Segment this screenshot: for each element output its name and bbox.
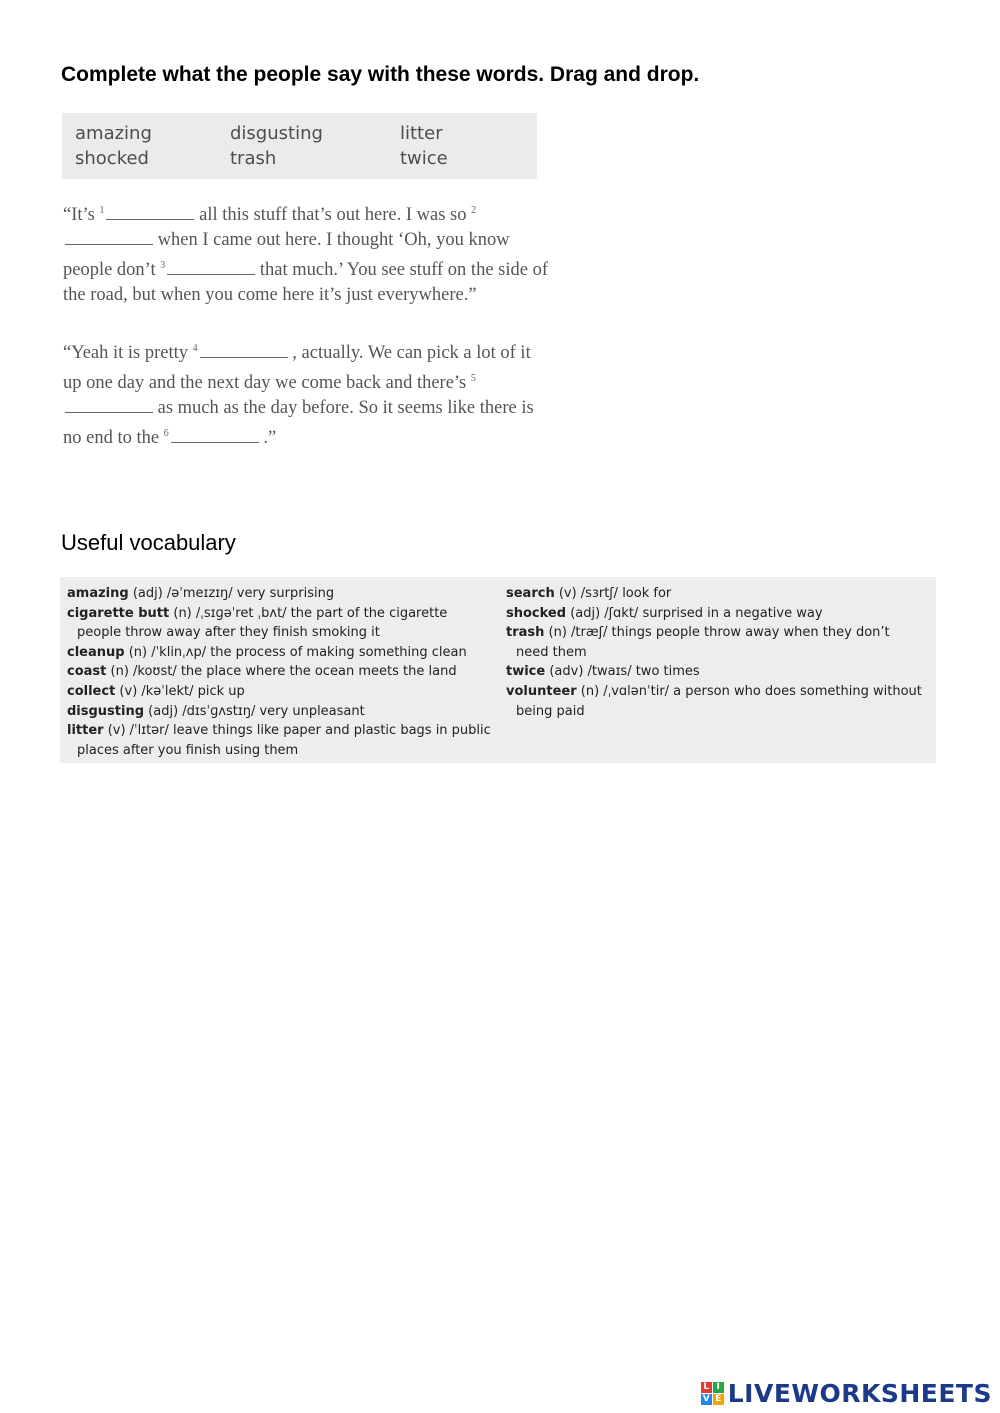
logo-letter: L <box>701 1382 712 1393</box>
drop-gap-4[interactable] <box>200 342 288 358</box>
vocab-word: disgusting <box>67 703 145 719</box>
vocab-entry <box>67 702 497 722</box>
liveworksheets-logo <box>701 1375 992 1411</box>
vocabulary-column-right <box>506 584 931 721</box>
gap-number: 4 <box>192 343 198 354</box>
vocab-word: collect <box>67 683 116 699</box>
vocab-entry <box>506 682 931 721</box>
vocab-definition: (n) /ˌsɪɡəˈret ˌbʌt/ the part of the cigarette <box>169 605 448 621</box>
word-bank-item[interactable]: shocked <box>75 148 149 169</box>
gap-number: 5 <box>470 373 476 385</box>
vocab-word: cigarette butt <box>67 605 170 621</box>
passage-text: that much.’ You see stuff on the side of the road, but when you come here it’s just everywhere.” <box>63 260 548 306</box>
vocab-entry <box>67 682 497 702</box>
word-bank-item[interactable]: amazing <box>75 123 152 144</box>
passage-1 <box>63 198 548 308</box>
vocab-word: twice <box>506 664 546 680</box>
vocab-definition: (adj) /əˈmeɪzɪŋ/ very surprising <box>128 586 335 601</box>
word-bank <box>62 113 537 179</box>
vocab-definition: (n) /ˈklinˌʌp/ the process of making something clean <box>124 644 467 660</box>
vocab-entry <box>506 604 931 624</box>
vocab-definition: (adj) /ʃɑkt/ surprised in a negative way <box>566 605 823 621</box>
vocab-definition: (n) /ˌvɑlənˈtir/ a person who does something without <box>576 683 922 699</box>
vocabulary-heading: Useful vocabulary <box>61 530 236 555</box>
vocab-definition-cont: places after you finish using them <box>77 742 299 758</box>
vocab-entry <box>506 623 931 662</box>
vocab-definition: (adv) /twaɪs/ two times <box>545 664 700 680</box>
passage-2 <box>63 336 548 451</box>
gap-number: 6 <box>163 428 169 440</box>
vocab-entry <box>506 662 931 682</box>
word-bank-item[interactable]: trash <box>230 148 277 169</box>
vocab-entry <box>67 662 497 682</box>
passage-text: when I came out here. I thought ‘Oh, you know people don’t <box>63 230 510 281</box>
drop-gap-2[interactable] <box>65 229 153 245</box>
logo-letter: V <box>701 1394 712 1405</box>
drop-gap-3[interactable] <box>167 259 255 275</box>
passage-text: all this stuff that’s out here. I was so <box>194 205 472 226</box>
vocab-definition-cont: being paid <box>516 703 585 719</box>
vocab-word: coast <box>67 664 107 680</box>
vocab-definition-cont: people throw away after they finish smoking it <box>77 625 380 641</box>
vocab-entry <box>506 584 931 604</box>
vocabulary-column-left <box>67 584 497 760</box>
gap-number: 2 <box>471 205 477 216</box>
vocab-entry <box>67 643 497 663</box>
logo-letter: E <box>713 1394 724 1405</box>
vocab-entry <box>67 604 497 643</box>
vocab-definition: (v) /kəˈlekt/ pick up <box>115 683 245 699</box>
passage-text: .” <box>258 428 277 449</box>
passage-text: “It’s <box>63 205 100 226</box>
drop-gap-6[interactable] <box>171 427 259 443</box>
passage-text: , actually. We can pick a lot of it up one day and the next day we come back and there’s <box>63 343 531 394</box>
vocab-word: amazing <box>67 586 129 601</box>
vocab-entry <box>67 584 497 604</box>
vocab-definition: (v) /sɜrtʃ/ look for <box>554 586 672 601</box>
passage-text: as much as the day before. So it seems like there is no end to the <box>63 398 534 449</box>
vocab-word: volunteer <box>506 683 577 699</box>
vocab-definition: (v) /ˈlɪtər/ leave things like paper and plastic bags in public <box>103 723 491 739</box>
passage-text: “Yeah it is pretty <box>63 343 193 364</box>
logo-icon <box>701 1382 724 1405</box>
vocab-word: cleanup <box>67 644 125 660</box>
vocab-definition: (n) /koʊst/ the place where the ocean meets the land <box>106 664 457 680</box>
vocab-entry <box>67 721 497 760</box>
drop-gap-1[interactable] <box>106 204 194 220</box>
vocab-definition: (adj) /dɪsˈɡʌstɪŋ/ very unpleasant <box>144 703 365 719</box>
word-bank-item[interactable]: disgusting <box>230 123 323 144</box>
logo-text: LIVEWORKSHEETS <box>727 1378 992 1408</box>
vocab-definition: (n) /træʃ/ things people throw away when they don’t <box>544 625 890 641</box>
exercise-panel <box>60 110 550 472</box>
vocab-word: trash <box>506 625 545 641</box>
vocab-word: shocked <box>506 605 567 621</box>
gap-number: 3 <box>160 260 166 272</box>
vocab-word: litter <box>67 723 104 739</box>
instruction-heading: Complete what the people say with these words. Drag and drop. <box>61 63 700 86</box>
vocabulary-box <box>60 577 936 763</box>
word-bank-item[interactable]: litter <box>400 123 443 144</box>
vocab-definition-cont: need them <box>516 644 587 660</box>
word-bank-item[interactable]: twice <box>400 148 448 169</box>
drop-gap-5[interactable] <box>65 397 153 413</box>
logo-letter: I <box>713 1382 724 1393</box>
gap-number: 1 <box>99 205 105 216</box>
vocab-word: search <box>506 586 555 601</box>
